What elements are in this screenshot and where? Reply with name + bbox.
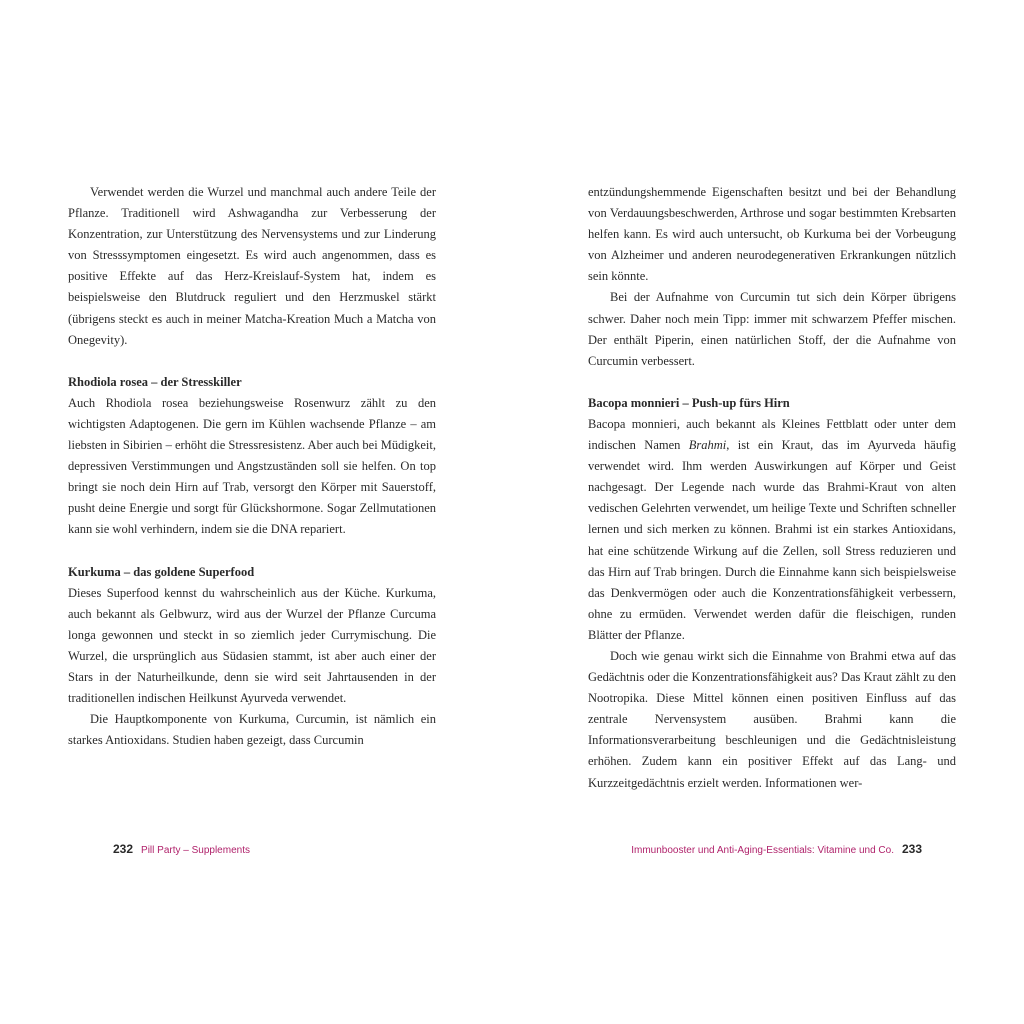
right-footer <box>631 841 922 859</box>
body-paragraph: entzündungshemmende Eigenschaften besitzt und bei der Behandlung von Verdauungsbeschwerden, Arthrose und sogar bestimmten Krebsarten helfen kann. Es wird auch untersucht, ob Kurkuma bei der Vorbeugung von Alzheimer und anderen neurodegenerativen Erkrankungen nützlich sein könnte. <box>588 185 956 284</box>
body-paragraph: Verwendet werden die Wurzel und manchmal auch andere Teile der Pflanze. Traditionell wird Ashwagandha zur Verbesserung der Konzentration, zur Unterstützung des Nervensystems und zur Linderung von Stresssymptomen eingesetzt. Es wird auch angenommen, dass es positive Effekte auf das Herz-Kreislauf-System hat, indem es beispielsweise den Blutdruck reguliert und den Herzmuskel stärkt (übrigens steckt es auch in meiner Matcha-Kreation Much a Matcha von Onegevity). <box>68 185 436 347</box>
page-number: 232 <box>113 842 134 856</box>
body-paragraph: Dieses Superfood kennst du wahrscheinlich aus der Küche. Kurkuma, auch bekannt als Gelbwurz, wird aus der Wurzel der Pflanze Curcuma longa gewonnen und steckt in so ziemlich jeder Currymischung. Die Wurzel, die ursprünglich aus Südasien stammt, ist aber auch einer der Stars in der Naturheilkunde, denn sie wird seit Jahrtausenden in der traditionellen indischen Heilkunst Ayurveda verwendet. <box>68 585 436 706</box>
right-text-column <box>588 182 956 794</box>
section-heading-bacopa: Bacopa monnieri – Push-up fürs Hirn <box>588 395 790 410</box>
text-run: , ist ein Kraut, das im Ayurveda häufig verwendet wird. Ihm werden Auswirkungen auf Körper und Geist nachgesagt. Der Legende nach wurde das Brahmi-Kraut von alten vedischen Gelehrten verwendet, um heilige Texte und Schriften schneller lernen und sich merken zu können. Brahmi ist ein starkes Antioxidans, hat eine schützende Wirkung auf die Zellen, soll Stress reduzieren und das Hirn auf Trab bringen. Durch die Einnahme kann sich beispielsweise das Denkvermögen oder auch die Konzentrationsfähigkeit verbessern, ohne zu ermüden. Verwendet werden dafür die fleischigen, runden Blätter der Pflanze. <box>588 438 956 642</box>
section-heading-rhodiola: Rhodiola rosea – der Stresskiller <box>68 374 242 389</box>
section-heading-kurkuma: Kurkuma – das goldene Superfood <box>68 564 255 579</box>
body-paragraph: Bei der Aufnahme von Curcumin tut sich dein Körper übrigens schwer. Daher noch mein Tipp: immer mit schwarzem Pfeffer mischen. Der enthält Piperin, einen natürlichen Stoff, der die Aufnahme von Curcumin verbessert. <box>588 290 956 368</box>
body-paragraph: Doch wie genau wirkt sich die Einnahme von Brahmi etwa auf das Gedächtnis oder die Konzentrationsfähigkeit aus? Das Kraut zählt zu den Nootropika. Diese Mittel können einen positiven Einfluss auf das zentrale Nervensystem ausüben. Brahmi kann die Informationsverarbeitung beschleunigen und die Gedächtnisleistung erhöhen. Zudem kann ein positiver Effekt auf das Lang- und Kurzzeitgedächtnis erzielt werden. Informationen wer- <box>588 648 956 790</box>
text-run: Bacopa monnieri, auch bekannt als Kleines Fettblatt oder unter dem indischen Namen <box>588 416 956 453</box>
emphasis-brahmi: Brahmi <box>688 438 727 453</box>
page-number: 233 <box>901 842 922 856</box>
running-head: Immunbooster und Anti-Aging-Essentials: Vitamine und Co. <box>631 845 894 856</box>
body-paragraph: Die Hauptkomponente von Kurkuma, Curcumin, ist nämlich ein starkes Antioxidans. Studien haben gezeigt, dass Curcumin <box>68 712 436 748</box>
body-paragraph: Auch Rhodiola rosea beziehungsweise Rosenwurz zählt zu den wichtigsten Adaptogenen. Die gern im Kühlen wachsende Pflanze – am liebsten in Sibirien – erhöht die Stressresistenz. Aber auch bei Müdigkeit, depressiven Verstimmungen und Angstzuständen soll sie helfen. On top bringt sie noch dein Hirn auf Trab, versorgt den Körper mit Sauerstoff, pusht deine Energie und sorgt für Glückshormone. Sogar Zellmutationen kann sie wohl verhindern, indem sie die DNA repariert. <box>68 395 436 537</box>
right-page <box>512 0 1024 1024</box>
left-text-column <box>68 182 436 751</box>
body-paragraph <box>588 414 956 646</box>
left-footer <box>113 841 250 859</box>
running-head: Pill Party – Supplements <box>141 845 250 856</box>
